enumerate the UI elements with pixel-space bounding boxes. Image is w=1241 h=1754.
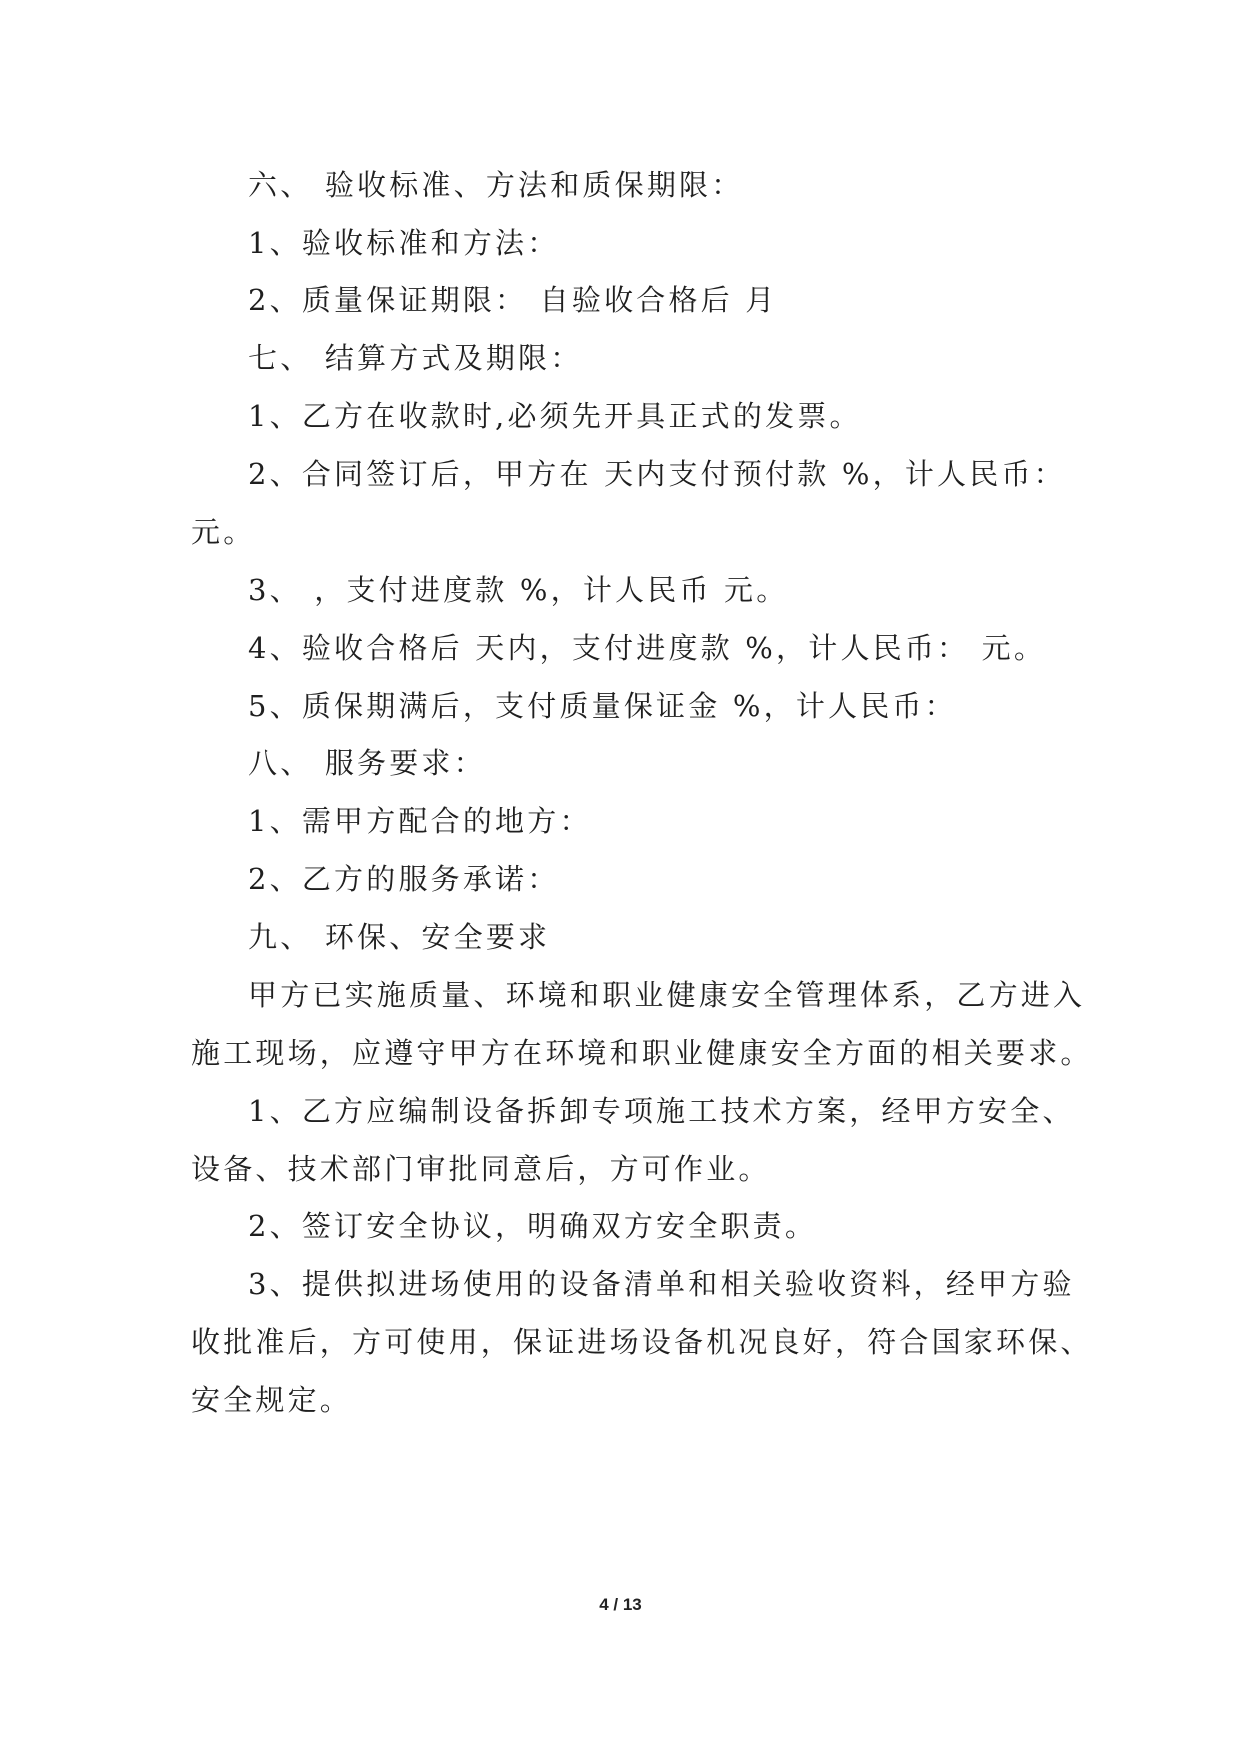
paragraph-line: 施工现场，应遵守甲方在环境和职业健康安全方面的相关要求。 [191,1036,1093,1070]
paragraph-line: 3、提供拟进场使用的设备清单和相关验收资料，经甲方验 [248,1267,1075,1301]
paragraph-line: 5、质保期满后，支付质量保证金 %，计人民币： [248,689,957,723]
section-6-heading: 六、 验收标准、方法和质保期限： [248,168,744,202]
paragraph-line: 3、 ，支付进度款 %，计人民币 元。 [248,573,789,607]
paragraph-line: 1、乙方在收款时,必须先开具正式的发票。 [248,399,862,433]
paragraph-line: 设备、技术部门审批同意后，方可作业。 [191,1152,771,1186]
paragraph-line: 1、验收标准和方法： [248,226,560,260]
paragraph-line: 1、需甲方配合的地方： [248,804,592,838]
paragraph-line: 1、乙方应编制设备拆卸专项施工技术方案，经甲方安全、 [248,1094,1075,1128]
paragraph-line: 2、乙方的服务承诺： [248,862,560,896]
section-7-heading: 七、 结算方式及期限： [248,341,583,375]
paragraph-line: 安全规定。 [191,1383,353,1417]
section-9-heading: 九、 环保、安全要求 [248,920,551,954]
page-number: 4 / 13 [599,1595,642,1614]
paragraph-line: 甲方已实施质量、环境和职业健康安全管理体系，乙方进入 [248,978,1086,1012]
paragraph-line: 2、签订安全协议，明确双方安全职责。 [248,1209,818,1243]
paragraph-line: 2、合同签订后，甲方在 天内支付预付款 %，计人民币： [248,457,1066,491]
paragraph-line: 4、验收合格后 天内，支付进度款 %，计人民币： 元。 [248,631,1047,665]
paragraph-line: 元。 [191,515,256,549]
section-8-heading: 八、 服务要求： [248,746,486,780]
paragraph-line: 2、质量保证期限： 自验收合格后 月 [248,283,778,317]
paragraph-line: 收批准后，方可使用，保证进场设备机况良好，符合国家环保、 [191,1325,1093,1359]
